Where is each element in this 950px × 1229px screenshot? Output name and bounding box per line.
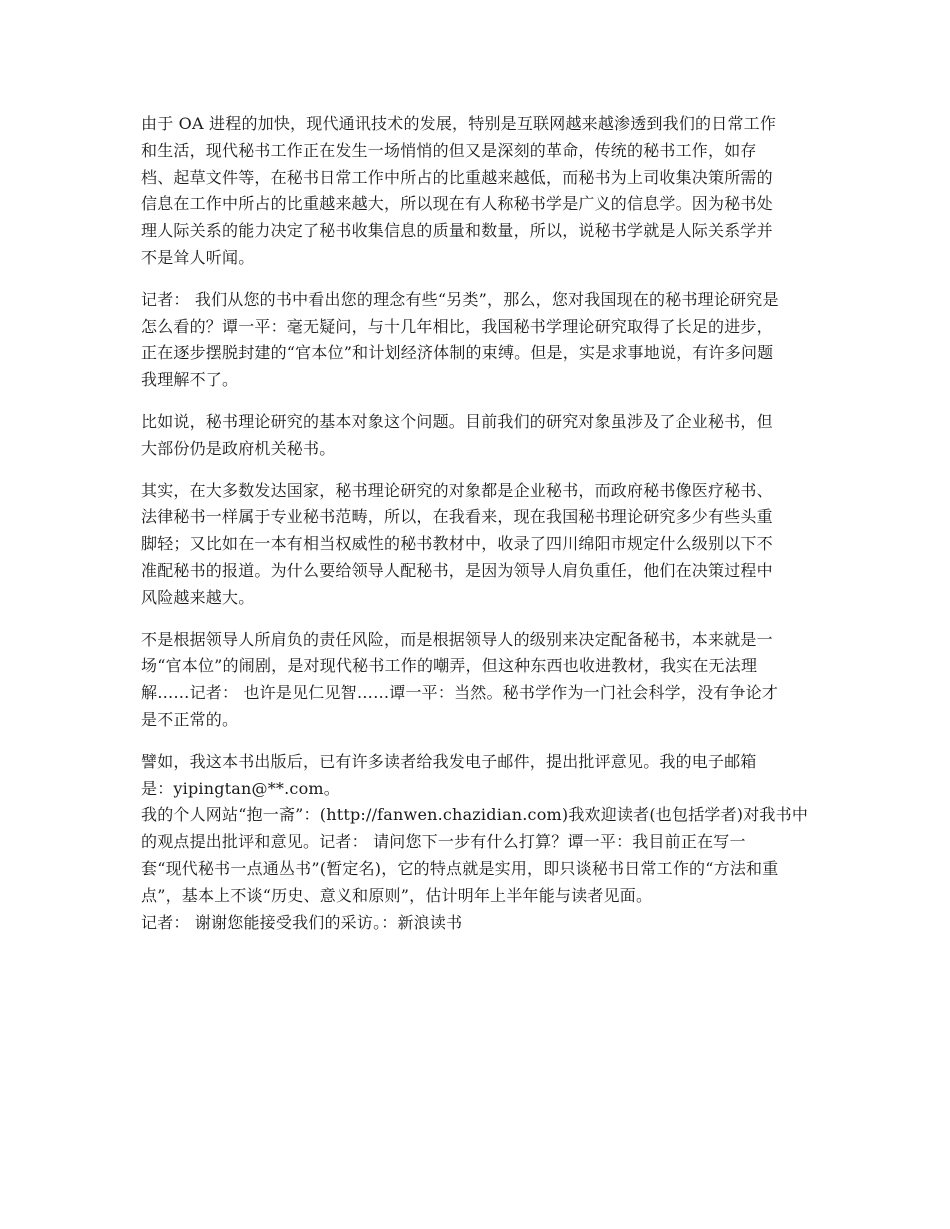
paragraph-reader-feedback: [141, 749, 821, 937]
text-line: 理人际关系的能力决定了秘书收集信息的质量和数量，所以，说秘书学就是人际关系学并: [141, 221, 773, 241]
closing-line: 记者： 谢谢您能接受我们的采访。：新浪读书: [141, 912, 463, 932]
text-line: 譬如，我这本书出版后，已有许多读者给我发电子邮件，提出批评意见。我的电子邮箱: [141, 751, 757, 771]
text-line: 我理解不了。: [141, 370, 239, 390]
text-line: 档、起草文件等，在秘书日常工作中所占的比重越来越低，而秘书为上司收集决策所需的: [141, 167, 773, 187]
paragraph-official-rank: [141, 627, 821, 734]
text-line: 的观点提出批评和意见。记者： 请问您下一步有什么打算？谭一平：我目前正在写一: [141, 832, 746, 852]
paragraph-reporter-question-theory: [141, 287, 821, 394]
text-line: 是不正常的。: [141, 709, 239, 729]
document-page: [141, 111, 821, 936]
text-line: 正在逐步摆脱封建的“官本位”和计划经济体制的束缚。但是，实是求事地说，有许多问题: [141, 343, 774, 363]
text-line: 不是根据领导人所肩负的责任风险，而是根据领导人的级别来决定配备秘书，本来就是一: [141, 629, 773, 649]
text-line: 信息在工作中所占的比重越来越大，所以现在有人称秘书学是广义的信息学。因为秘书处: [141, 194, 773, 214]
text-line: 套“现代秘书一点通丛书”(暂定名)，它的特点就是实用，即只谈秘书日常工作的“方法和重: [141, 858, 779, 878]
text-line: 脚轻；又比如在一本有相当权威性的秘书教材中，收录了四川绵阳市规定什么级别以下不: [141, 534, 773, 554]
text-line: 记者： 我们从您的书中看出您的理念有些“另类”，那么，您对我国现在的秘书理论研究是: [141, 289, 779, 309]
paragraph-research-object: [141, 409, 821, 463]
email-line: 是：yipingtan@**.com。: [141, 778, 340, 798]
text-line: 比如说，秘书理论研究的基本对象这个问题。目前我们的研究对象虽涉及了企业秘书，但: [141, 411, 773, 431]
text-line: 准配秘书的报道。为什么要给领导人配秘书，是因为领导人肩负重任，他们在决策过程中: [141, 560, 773, 580]
text-line: 风险越来越大。: [141, 587, 255, 607]
text-line: 大部份仍是政府机关秘书。: [141, 438, 336, 458]
text-line: 点”，基本上不谈“历史、意义和原则”，估计明年上半年能与读者见面。: [141, 885, 653, 905]
website-line: 我的个人网站“抱一斋”：(http://fanwen.chazidian.com)我欢迎读者(也包括学者)对我书中: [141, 805, 809, 825]
text-line: 解……记者： 也许是见仁见智……谭一平：当然。秘书学作为一门社会科学，没有争论才: [141, 683, 779, 703]
text-line: 场“官本位”的闹剧，是对现代秘书工作的嘲弄，但这种东西也收进教材，我实在无法理: [141, 656, 758, 676]
paragraph-developed-countries: [141, 478, 821, 612]
text-line: 怎么看的？谭一平：毫无疑问，与十几年相比，我国秘书学理论研究取得了长足的进步，: [141, 316, 773, 336]
text-line: 其实，在大多数发达国家，秘书理论研究的对象都是企业秘书，而政府秘书像医疗秘书、: [141, 480, 773, 500]
paragraph-oa-intro: [141, 111, 821, 272]
text-line: 不是耸人听闻。: [141, 247, 255, 267]
text-line: 和生活，现代秘书工作正在发生一场悄悄的但又是深刻的革命，传统的秘书工作，如存: [141, 140, 757, 160]
text-line: 由于 OA 进程的加快，现代通讯技术的发展，特别是互联网越来越渗透到我们的日常工作: [141, 114, 777, 133]
text-line: 法律秘书一样属于专业秘书范畴，所以，在我看来，现在我国秘书理论研究多少有些头重: [141, 507, 773, 527]
